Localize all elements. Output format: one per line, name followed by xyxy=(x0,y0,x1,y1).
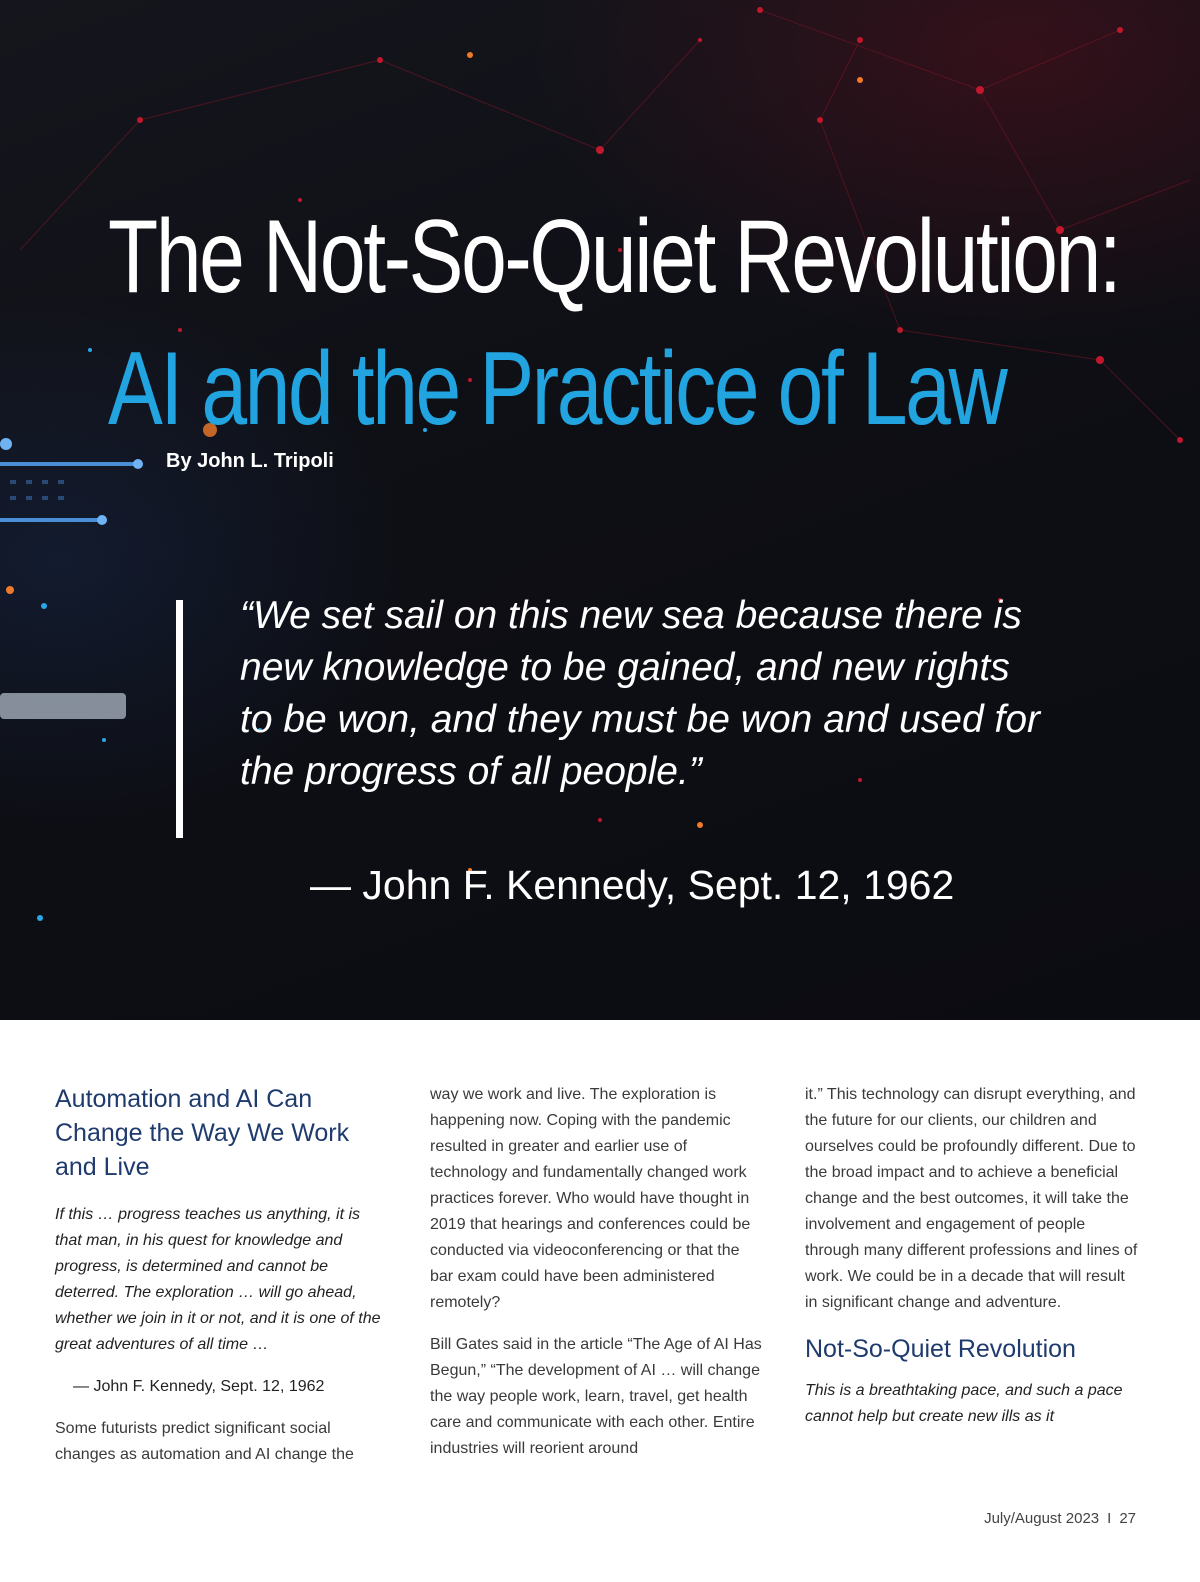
page-footer xyxy=(984,1510,1136,1527)
byline: By John L. Tripoli xyxy=(166,450,334,472)
pull-quote-attribution: — John F. Kennedy, Sept. 12, 1962 xyxy=(310,862,955,908)
body-paragraph: Bill Gates said in the article “The Age of AI Has Begun,” “The development of AI … will change the way people work, learn, travel, get health care and communicate with each other. Entire industries will reorient around xyxy=(430,1336,762,1457)
section-heading: Not-So-Quiet Revolution xyxy=(805,1335,1076,1363)
body-paragraph: Some futurists predict significant social changes as automation and AI change the xyxy=(55,1420,354,1463)
epigraph: If this … progress teaches us anything, it is that man, in his quest for knowledge and progress, is determined and cannot be deterred. The exploration … will go ahead, whether we join in it or not, and it is one of the great adventures of all time … xyxy=(55,1206,381,1353)
body-paragraph: it.” This technology can disrupt everything, and the future for our clients, our children and ourselves could be profoundly different. Due to the broad impact and to achieve a beneficial change and the best outcomes, it will take the involvement and engagement of people through many different professions and lines of work. We could be in a decade that will result in significant change and adventure. xyxy=(805,1086,1138,1311)
epigraph-attribution: — John F. Kennedy, Sept. 12, 1962 xyxy=(73,1378,325,1395)
footer-separator: I xyxy=(1107,1510,1112,1527)
article-title: The Not-So-Quiet Revolution: xyxy=(108,199,1120,315)
article-column-1 xyxy=(55,1082,385,1484)
pull-quote: “We set sail on this new sea because there is new knowledge to be gained, and new rights to be won, and they must be won and used for the progress of all people.” xyxy=(240,594,1041,793)
body-paragraph: way we work and live. The exploration is happening now. Coping with the pandemic resulted in greater and earlier use of technology and fundamentally changed work practices forever. Who would have thought in 2019 that hearings and conferences could be conducted via videoconferencing or that the bar exam could have been administered remotely? xyxy=(430,1086,751,1311)
quote-bar xyxy=(176,600,183,838)
epigraph: This is a breathtaking pace, and such a pace cannot help but create new ills as it xyxy=(805,1382,1123,1425)
issue-date: July/August 2023 xyxy=(984,1510,1100,1527)
section-heading: Automation and AI Can Change the Way We Work and Live xyxy=(55,1085,350,1181)
page-number: 27 xyxy=(1119,1510,1136,1527)
article-column-3 xyxy=(805,1082,1140,1446)
article-subtitle: AI and the Practice of Law xyxy=(108,331,1006,447)
article-column-2 xyxy=(430,1082,765,1478)
